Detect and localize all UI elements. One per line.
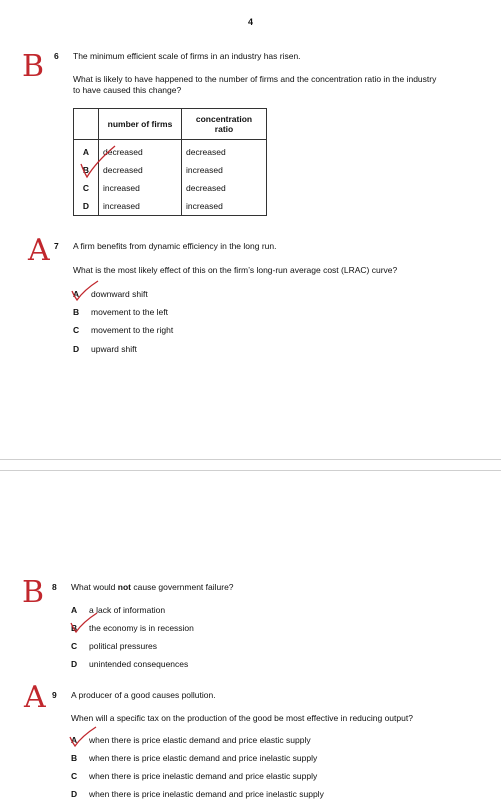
handwritten-answer-q8: B xyxy=(22,575,45,610)
question-8-stem xyxy=(71,582,234,593)
row-firms: decreased xyxy=(99,140,182,162)
row-firms: increased xyxy=(99,197,182,216)
row-letter: A xyxy=(74,140,99,162)
option-text-d: when there is price inelastic demand and price inelastic supply xyxy=(89,789,324,799)
table-header-ratio-line2: ratio xyxy=(214,124,234,134)
question-number-7: 7 xyxy=(54,241,59,251)
question-number-6: 6 xyxy=(54,51,59,61)
check-mark-icon xyxy=(78,144,118,180)
handwritten-answer-q7: A xyxy=(28,233,50,268)
check-mark-icon xyxy=(68,726,98,748)
question-7-stem: A firm benefits from dynamic efficiency in the long run. xyxy=(73,241,277,251)
option-text-c: when there is price inelastic demand and price elastic supply xyxy=(89,771,318,781)
question-9-prompt: When will a specific tax on the production of the good be most effective in reducing output? xyxy=(71,713,413,723)
option-letter-b: B xyxy=(73,307,80,317)
question-7-prompt: What is the most likely effect of this on the firm’s long-run average cost (LRAC) curve? xyxy=(73,265,398,275)
option-letter-c: C xyxy=(71,641,78,651)
handwritten-answer-q6: B xyxy=(22,49,45,84)
question-8-stem-start: What would xyxy=(71,582,118,592)
option-letter-b: B xyxy=(71,623,78,633)
table-header-ratio-line1: concentration xyxy=(195,114,253,124)
table-row xyxy=(74,197,267,216)
table-corner xyxy=(74,109,99,140)
option-text-d: upward shift xyxy=(91,344,137,354)
option-text-c: political pressures xyxy=(89,641,158,651)
page-divider xyxy=(0,470,501,471)
question-6-prompt-line2: to have caused this change? xyxy=(73,85,182,95)
option-letter-d: D xyxy=(71,659,78,669)
option-letter-d: D xyxy=(73,344,80,354)
option-letter-c: C xyxy=(73,325,80,335)
row-letter: C xyxy=(74,179,99,197)
page-number: 4 xyxy=(247,17,253,27)
row-ratio: decreased xyxy=(182,140,267,162)
option-letter-a: A xyxy=(73,289,80,299)
question-8-stem-end: cause government failure? xyxy=(131,582,234,592)
option-text-c: movement to the right xyxy=(91,325,174,335)
option-letter-c: C xyxy=(71,771,78,781)
option-letter-a: A xyxy=(71,735,78,745)
option-text-b: movement to the left xyxy=(91,307,169,317)
option-letter-a: A xyxy=(71,605,78,615)
handwritten-answer-q9: A xyxy=(24,680,46,715)
option-text-b: the economy is in recession xyxy=(89,623,194,633)
row-firms: increased xyxy=(99,179,182,197)
question-8-stem-emphasis: not xyxy=(117,582,131,592)
question-9-stem: A producer of a good causes pollution. xyxy=(71,690,216,700)
question-number-9: 9 xyxy=(52,690,57,700)
row-ratio: decreased xyxy=(182,179,267,197)
table-header-firms: number of firms xyxy=(99,109,182,140)
question-number-8: 8 xyxy=(52,582,57,592)
option-text-b: when there is price elastic demand and price inelastic supply xyxy=(89,753,318,763)
row-firms: decreased xyxy=(99,161,182,179)
row-letter: B xyxy=(74,161,99,179)
option-letter-d: D xyxy=(71,789,78,799)
option-text-a: a lack of information xyxy=(89,605,166,615)
table-header-ratio xyxy=(182,109,267,140)
table-row xyxy=(74,179,267,197)
row-ratio: increased xyxy=(182,161,267,179)
option-text-a: downward shift xyxy=(91,289,148,299)
question-6-prompt-line1: What is likely to have happened to the number of firms and the concentration ratio in the industry xyxy=(73,74,437,84)
option-letter-b: B xyxy=(71,753,78,763)
option-text-a: when there is price elastic demand and price elastic supply xyxy=(89,735,311,745)
row-letter: D xyxy=(74,197,99,216)
row-ratio: increased xyxy=(182,197,267,216)
question-6-stem: The minimum efficient scale of firms in an industry has risen. xyxy=(73,51,301,61)
check-mark-icon xyxy=(70,280,100,302)
option-text-d: unintended consequences xyxy=(89,659,189,669)
check-mark-icon xyxy=(69,612,99,634)
page-divider xyxy=(0,459,501,460)
